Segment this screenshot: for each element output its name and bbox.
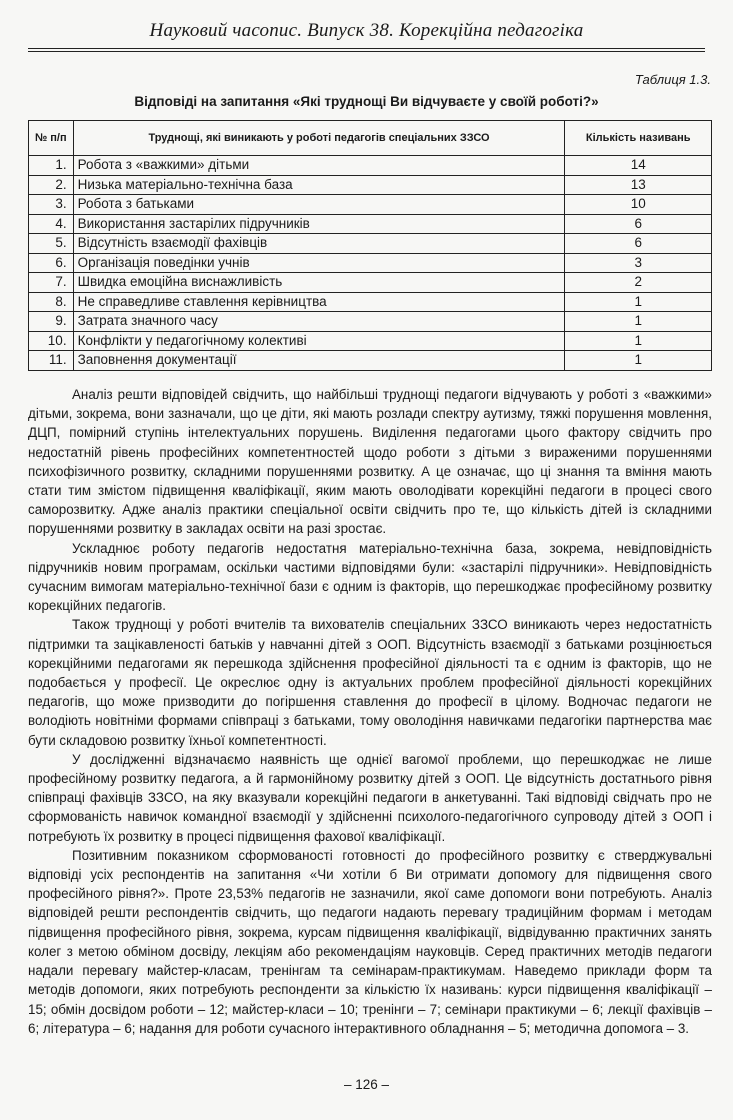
row-number: 6.	[29, 253, 74, 273]
row-number: 1.	[29, 156, 74, 176]
row-difficulty: Робота з батьками	[73, 195, 565, 215]
row-count: 1	[565, 331, 712, 351]
table-header-row	[29, 121, 712, 156]
row-count: 10	[565, 195, 712, 215]
table-row	[29, 351, 712, 371]
paragraph: Аналіз решти відповідей свідчить, що найбільші труднощі педагоги відчувають у роботі з «важкими» дітьми, зокрема, вони зазначали, що це діти, які мають розлади спектру аутизму, тяжкі порушення мовлення, ДЦП, помірний ступінь інтелектуальних порушень. Виділення педагогами цього фактору свідчить про недостатній рівень професійних компетентностей щодо роботи з дітьми з вираженими порушеннями психофізичного розвитку, складними порушеннями розвитку. А це означає, що ці знання та вміння мають стати тим змістом підвищення кваліфікації, яким мають оволодівати корекційні педагоги в процесі свого саморозвитку. Адже аналіз практики спеціальної освіти свідчить про те, що кількість дітей із складними порушеннями розвитку в закладах освіти на разі зростає.	[28, 387, 712, 537]
table-label: Таблиця 1.3.	[634, 72, 711, 87]
row-count: 2	[565, 273, 712, 293]
row-count: 1	[565, 351, 712, 371]
row-difficulty: Швидка емоційна виснажливість	[73, 273, 565, 293]
row-count: 6	[565, 214, 712, 234]
table-row	[29, 312, 712, 332]
paragraph: Також труднощі у роботі вчителів та вихователів спеціальних ЗЗСО виникають через недостатність підтримки та зацікавленості батьків у навчанні дітей з ООП. Відсутність взаємодії з батьками розцінюється корекційними педагогами як перешкода здійснення професійної діяльності та є одним із факторів, що не подобається у професії. Це окреслює одну із актуальних проблем професійної діяльності корекційних педагогів, що може призводити до погіршення ставлення до професії в цілому. Водночас педагоги не володіють новітніми формами співпраці з батьками, тому оволодіння навичками педагогіки партнерства має бути складовою розвитку їхньої компетентності.	[28, 617, 712, 748]
row-difficulty: Конфлікти у педагогічному колективі	[73, 331, 565, 351]
row-number: 5.	[29, 234, 74, 254]
column-header-number: № п/п	[29, 121, 74, 156]
row-difficulty: Організація поведінки учнів	[73, 253, 565, 273]
row-number: 8.	[29, 292, 74, 312]
table-row	[29, 156, 712, 176]
table-row	[29, 234, 712, 254]
row-count: 1	[565, 292, 712, 312]
row-count: 14	[565, 156, 712, 176]
table-row	[29, 214, 712, 234]
paragraph: Позитивним показником сформованості готовності до професійного розвитку є стверджувальні відповіді усіх респондентів на запитання «Чи хотіли б Ви отримати допомогу для підвищення свого професійного рівня?». Проте 23,53% педагогів не зазначили, якої саме допомоги вони потребують. Аналіз відповідей решти респондентів свідчить, що педагоги надають перевагу традиційним формам і методам підвищення професійного рівня, зокрема, курсам підвищення кваліфікації, відвідуванню практичних занять колег з метою обміном досвіду, лекціям або рекомендаціям науковців. Серед практичних методів педагоги надали перевагу майстер-класам, тренінгам та семінарам-практикумам. Наведемо приклади форм та методів допомоги, яких потребують респонденти за кількістю їх називань: курси підвищення кваліфікації – 15; обмін досвідом роботи – 12; майстер-класи – 10; тренінги – 7; семінари практикуми – 6; лекції фахівців – 6; література – 6; надання для роботи сучасного інтерактивного обладнання – 5; методична допомога – 3.	[28, 847, 712, 1036]
column-header-count: Кількість називань	[565, 121, 712, 156]
table-title: Відповіді на запитання «Які труднощі Ви відчуваєте у своїй роботі?»	[134, 94, 599, 109]
row-count: 1	[565, 312, 712, 332]
row-number: 10.	[29, 331, 74, 351]
row-number: 9.	[29, 312, 74, 332]
paragraph: У дослідженні відзначаємо наявність ще однієї вагомої проблеми, що перешкоджає не лише професійному розвитку педагога, а й гармонійному розвитку дітей з ООП. Це відсутність достатнього рівня співпраці фахівців ЗЗСО, на яку вказували корекційні педагоги в анкетуванні. Такі відповіді свідчать про не сформованість навичок командної взаємодії у здійсненні психолого-педагогічного супроводу дітей з ООП і потребують їх розвитку в процесі підвищення фахової кваліфікації.	[28, 751, 712, 844]
table-row	[29, 273, 712, 293]
row-number: 11.	[29, 351, 74, 371]
row-number: 2.	[29, 175, 74, 195]
row-number: 3.	[29, 195, 74, 215]
table-row	[29, 195, 712, 215]
row-count: 3	[565, 253, 712, 273]
table-row	[29, 253, 712, 273]
row-count: 6	[565, 234, 712, 254]
difficulties-table	[28, 120, 712, 371]
row-difficulty: Відсутність взаємодії фахівців	[73, 234, 565, 254]
paragraph: Ускладнює роботу педагогів недостатня матеріально-технічна база, зокрема, невідповідність підручників новим програмам, оскільки частими відповідями були: «застарілі підручники». Невідповідність сучасним вимогам матеріально-технічної бази є одним із факторів, що перешкоджає професійному розвитку корекційних педагогів.	[28, 540, 712, 614]
table-row	[29, 292, 712, 312]
row-difficulty: Низька матеріально-технічна база	[73, 175, 565, 195]
row-number: 4.	[29, 214, 74, 234]
table-row	[29, 331, 712, 351]
row-count: 13	[565, 175, 712, 195]
body-text	[28, 385, 712, 1038]
running-header: Науковий часопис. Випуск 38. Корекційна педагогіка	[28, 20, 705, 52]
page-number: – 126 –	[343, 1077, 390, 1092]
row-number: 7.	[29, 273, 74, 293]
row-difficulty: Заповнення документації	[73, 351, 565, 371]
row-difficulty: Затрата значного часу	[73, 312, 565, 332]
row-difficulty: Використання застарілих підручників	[73, 214, 565, 234]
column-header-difficulty: Труднощі, які виникають у роботі педагогів спеціальних ЗЗСО	[73, 121, 565, 156]
row-difficulty: Робота з «важкими» дітьми	[73, 156, 565, 176]
table-row	[29, 175, 712, 195]
row-difficulty: Не справедливе ставлення керівництва	[73, 292, 565, 312]
